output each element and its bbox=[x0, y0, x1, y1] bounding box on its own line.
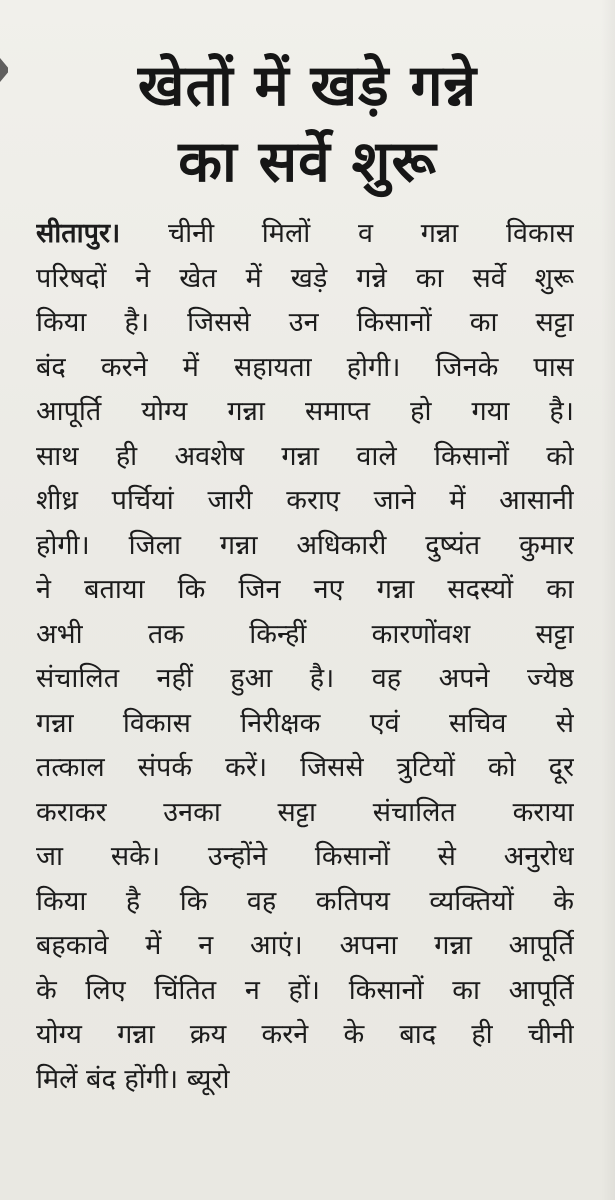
article-line: साथ ही अवशेष गन्ना वाले किसानों को bbox=[36, 440, 574, 472]
article-line: शीध्र पर्चियां जारी कराए जाने में आसानी bbox=[36, 485, 574, 516]
dateline: सीतापुर। bbox=[36, 218, 121, 249]
article-line: ने बताया कि जिन नए गन्ना सदस्यों का bbox=[36, 574, 574, 605]
headline bbox=[20, 48, 595, 200]
page-gutter bbox=[601, 0, 615, 1200]
article-line: तत्काल संपर्क करें। जिससे त्रुटियों को दूर bbox=[36, 752, 574, 783]
article-line: के लिए चिंतित न हों। किसानों का आपूर्ति bbox=[36, 974, 574, 1006]
page-edge-mark bbox=[0, 58, 8, 82]
article-line-text: चीनी मिलों व गन्ना विकास bbox=[120, 218, 574, 249]
article-line-last: मिलें बंद होंगी। ब्यूरो bbox=[36, 1063, 230, 1095]
article-line: किया है। जिससे उन किसानों का सट्टा bbox=[36, 307, 574, 338]
article-line: होगी। जिला गन्ना अधिकारी दुष्यंत कुमार bbox=[36, 529, 574, 561]
article-line: संचालित नहीं हुआ है। वह अपने ज्येष्ठ bbox=[36, 663, 574, 694]
article-line: जा सके। उन्होंने किसानों से अनुरोध bbox=[36, 841, 574, 872]
article-body bbox=[36, 212, 574, 1102]
article-line bbox=[36, 212, 574, 257]
headline-line-2: का सर्वे शुरू bbox=[178, 129, 437, 195]
article-line: योग्य गन्ना क्रय करने के बाद ही चीनी bbox=[36, 1019, 574, 1050]
article-line: गन्ना विकास निरीक्षक एवं सचिव से bbox=[36, 707, 574, 739]
article-line: किया है कि वह कतिपय व्यक्तियों के bbox=[36, 885, 574, 917]
article-line: अभी तक किन्हीं कारणोंवश सट्टा bbox=[36, 618, 574, 650]
article-line: आपूर्ति योग्य गन्ना समाप्त हो गया है। bbox=[36, 396, 574, 427]
headline-line-1: खेतों में खड़े गन्ने bbox=[137, 53, 478, 119]
article-line: परिषदों ने खेत में खड़े गन्ने का सर्वे शुरू bbox=[36, 262, 574, 294]
article-line: बंद करने में सहायता होगी। जिनके पास bbox=[36, 351, 574, 383]
article-line: बहकावे में न आएं। अपना गन्ना आपूर्ति bbox=[36, 930, 574, 961]
article-line: कराकर उनका सट्टा संचालित कराया bbox=[36, 796, 574, 828]
